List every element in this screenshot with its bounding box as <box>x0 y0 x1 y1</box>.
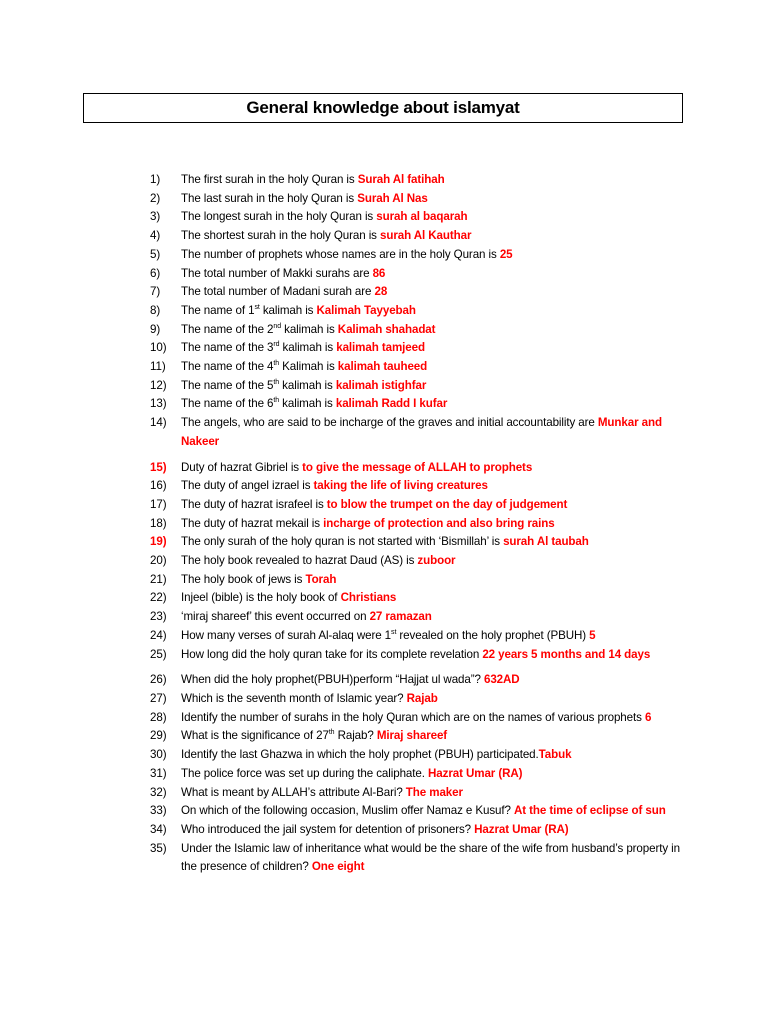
list-item <box>150 339 690 358</box>
ordinal-suffix: th <box>328 729 335 737</box>
answer-text: kalimah Radd I kufar <box>335 397 448 411</box>
list-item <box>150 414 690 451</box>
answer-text: 6 <box>644 710 652 724</box>
item-number: 3) <box>150 210 161 224</box>
answer-text: At the time of eclipse of sun <box>513 804 666 818</box>
item-number: 1) <box>150 173 161 186</box>
list-item <box>150 377 690 396</box>
list-item <box>150 840 690 877</box>
item-number: 15) <box>150 460 167 474</box>
item-number: 21) <box>150 572 167 586</box>
question-text: The name of the 5 <box>181 378 274 392</box>
question-text: Under the Islamic law of inheritance what would be the share of the wife from husband’s property in the presence of children? <box>181 841 680 874</box>
item-number: 26) <box>150 673 167 687</box>
question-text: The holy book of jews is <box>181 572 306 586</box>
item-text <box>181 746 690 765</box>
question-text: ‘miraj shareef’ this event occurred on <box>181 610 370 624</box>
question-text: The name of the 2 <box>181 322 274 336</box>
ordinal-suffix: nd <box>273 322 281 330</box>
answer-text: Surah Al fatihah <box>357 173 445 186</box>
question-text: The longest surah in the holy Quran is <box>181 210 377 224</box>
answer-text: 22 years 5 months and 14 days <box>482 647 651 661</box>
question-text: How many verses of surah Al-alaq were 1 <box>181 628 392 642</box>
item-text <box>181 358 690 377</box>
question-text: Rajab? <box>334 729 377 743</box>
answer-text: 5 <box>589 628 596 642</box>
item-text <box>181 690 690 709</box>
question-text: Kalimah is <box>279 360 338 374</box>
list-item <box>150 459 690 478</box>
question-text: The only surah of the holy quran is not started with ‘Bismillah’ is <box>181 535 504 549</box>
item-text <box>181 646 690 665</box>
item-text <box>181 533 690 552</box>
question-text: The name of the 6 <box>181 397 274 411</box>
answer-text: Surah Al Nas <box>357 191 428 205</box>
item-text <box>181 802 690 821</box>
list-item <box>150 496 690 515</box>
list-item <box>150 246 690 265</box>
list-item <box>150 765 690 784</box>
answer-text: surah Al taubah <box>503 535 589 549</box>
item-number: 32) <box>150 785 167 799</box>
item-number: 22) <box>150 591 167 605</box>
ordinal-suffix: th <box>273 397 280 405</box>
question-text: How long did the holy quran take for its complete revelation <box>181 647 483 661</box>
answer-text: 28 <box>374 285 388 299</box>
question-text: kalimah is <box>279 341 337 355</box>
item-text <box>181 339 690 358</box>
item-text <box>181 496 690 515</box>
question-text: revealed on the holy prophet (PBUH) <box>396 628 590 642</box>
item-number: 16) <box>150 479 167 493</box>
item-number: 13) <box>150 397 167 411</box>
item-text <box>181 709 690 728</box>
item-text <box>181 414 690 451</box>
question-list <box>150 171 690 877</box>
question-text: What is the significance of 27 <box>181 729 329 743</box>
list-item <box>150 690 690 709</box>
item-text <box>181 171 690 190</box>
list-item <box>150 227 690 246</box>
question-text: Identify the number of surahs in the holy Quran which are on the names of various prophets <box>181 710 645 724</box>
ordinal-suffix: st <box>254 304 260 312</box>
list-item <box>150 515 690 534</box>
item-text <box>181 459 690 478</box>
item-text <box>181 208 690 227</box>
question-text: The number of prophets whose names are in the holy Quran is <box>181 247 500 261</box>
item-number: 34) <box>150 822 167 836</box>
question-text: When did the holy prophet(PBUH)perform “Hajjat ul wada”? <box>181 673 484 687</box>
list-item <box>150 784 690 803</box>
answer-text: to give the message of ALLAH to prophets <box>302 460 533 474</box>
question-text: The duty of angel izrael is <box>181 479 314 493</box>
answer-text: 27 ramazan <box>369 610 432 624</box>
list-item <box>150 608 690 627</box>
item-text <box>181 784 690 803</box>
item-number: 7) <box>150 285 161 299</box>
answer-text: Kalimah Tayyebah <box>316 303 416 317</box>
answer-text: Rajab <box>406 691 438 705</box>
list-item <box>150 821 690 840</box>
question-text: The holy book revealed to hazrat Daud (AS) is <box>181 554 418 568</box>
item-text <box>181 190 690 209</box>
question-text: The name of 1 <box>181 303 255 317</box>
ordinal-suffix: th <box>273 378 280 386</box>
question-text: What is meant by ALLAH’s attribute Al-Bari? <box>181 785 406 799</box>
item-number: 24) <box>150 628 167 642</box>
answer-text: Munkar and Nakeer <box>181 416 662 448</box>
list-item <box>150 302 690 321</box>
question-text: Who introduced the jail system for detention of prisoners? <box>181 822 475 836</box>
item-number: 12) <box>150 378 167 392</box>
list-item <box>150 283 690 302</box>
item-text <box>181 821 690 840</box>
item-text <box>181 671 690 690</box>
question-text: The name of the 4 <box>181 360 274 374</box>
question-text: kalimah is <box>281 322 338 336</box>
item-text <box>181 589 690 608</box>
question-text: On which of the following occasion, Muslim offer Namaz e Kusuf? <box>181 804 514 818</box>
list-item <box>150 208 690 227</box>
list-item <box>150 646 690 665</box>
question-text: The last surah in the holy Quran is <box>181 191 358 205</box>
item-number: 30) <box>150 748 167 762</box>
list-item <box>150 358 690 377</box>
item-text <box>181 377 690 396</box>
document-title: General knowledge about islamyat <box>83 93 683 123</box>
item-text <box>181 608 690 627</box>
item-number: 4) <box>150 229 161 243</box>
item-text <box>181 265 690 284</box>
item-text <box>181 395 690 414</box>
item-text <box>181 227 690 246</box>
list-item <box>150 533 690 552</box>
answer-text: Christians <box>340 591 397 605</box>
answer-text: One eight <box>311 860 365 874</box>
item-text <box>181 302 690 321</box>
answer-text: Torah <box>305 572 337 586</box>
question-text: The name of the 3 <box>181 341 274 355</box>
ordinal-suffix: th <box>273 360 280 368</box>
item-number: 20) <box>150 554 167 568</box>
item-number: 33) <box>150 804 167 818</box>
answer-text: to blow the trumpet on the day of judgement <box>326 497 568 511</box>
question-text: The shortest surah in the holy Quran is <box>181 229 380 243</box>
answer-text: 632AD <box>483 673 520 687</box>
answer-text: incharge of protection and also bring rains <box>323 516 555 530</box>
item-number: 2) <box>150 191 161 205</box>
question-text: Identify the last Ghazwa in which the holy prophet (PBUH) participated. <box>181 748 539 762</box>
list-item <box>150 571 690 590</box>
item-text <box>181 246 690 265</box>
list-item <box>150 171 690 190</box>
list-item <box>150 746 690 765</box>
item-number: 29) <box>150 729 167 743</box>
list-item <box>150 265 690 284</box>
item-number: 14) <box>150 416 167 430</box>
ordinal-suffix: st <box>391 629 397 637</box>
list-item <box>150 589 690 608</box>
item-number: 28) <box>150 710 167 724</box>
list-item <box>150 627 690 646</box>
item-number: 17) <box>150 497 167 511</box>
answer-text: Hazrat Umar (RA) <box>428 766 523 780</box>
list-item <box>150 671 690 690</box>
item-number: 35) <box>150 841 167 855</box>
question-text: The police force was set up during the caliphate. <box>181 766 428 780</box>
question-text: kalimah is <box>279 378 336 392</box>
answer-text: surah Al Kauthar <box>380 229 472 243</box>
answer-text: zuboor <box>417 554 456 568</box>
list-item <box>150 727 690 746</box>
list-item <box>150 477 690 496</box>
question-text: Duty of hazrat Gibriel is <box>181 460 303 474</box>
answer-text: Tabuk <box>538 748 572 762</box>
question-text: The angels, who are said to be incharge of the graves and initial accountability are <box>181 416 598 430</box>
item-number: 18) <box>150 516 167 530</box>
list-item <box>150 321 690 340</box>
question-text: The total number of Makki surahs are <box>181 266 373 280</box>
answer-text: surah al baqarah <box>376 210 468 224</box>
question-text: The first surah in the holy Quran is <box>181 173 358 186</box>
answer-text: Hazrat Umar (RA) <box>474 822 569 836</box>
item-text <box>181 321 690 340</box>
item-number: 8) <box>150 303 161 317</box>
item-text <box>181 765 690 784</box>
list-item <box>150 395 690 414</box>
answer-text: 86 <box>372 266 386 280</box>
item-number: 9) <box>150 322 161 336</box>
item-text <box>181 571 690 590</box>
item-number: 19) <box>150 535 167 549</box>
item-number: 10) <box>150 341 167 355</box>
list-item <box>150 552 690 571</box>
item-text <box>181 283 690 302</box>
item-text <box>181 727 690 746</box>
item-text <box>181 552 690 571</box>
answer-text: taking the life of living creatures <box>313 479 488 493</box>
answer-text: kalimah tamjeed <box>336 341 425 355</box>
answer-text: The maker <box>405 785 463 799</box>
answer-text: kalimah tauheed <box>337 360 428 374</box>
ordinal-suffix: rd <box>273 341 280 349</box>
item-text <box>181 840 690 877</box>
item-number: 27) <box>150 691 167 705</box>
question-text: kalimah is <box>259 303 317 317</box>
item-number: 11) <box>150 360 166 374</box>
answer-text: 25 <box>499 247 513 261</box>
question-text: Injeel (bible) is the holy book of <box>181 591 341 605</box>
question-text: Which is the seventh month of Islamic year? <box>181 691 407 705</box>
item-text <box>181 477 690 496</box>
answer-text: Kalimah shahadat <box>337 322 436 336</box>
question-text: The total number of Madani surah are <box>181 285 375 299</box>
item-number: 25) <box>150 647 167 661</box>
question-text: The duty of hazrat israfeel is <box>181 497 327 511</box>
item-number: 31) <box>150 766 167 780</box>
item-number: 6) <box>150 266 161 280</box>
item-number: 5) <box>150 247 161 261</box>
answer-text: Miraj shareef <box>376 729 448 743</box>
question-text: The duty of hazrat mekail is <box>181 516 324 530</box>
list-item <box>150 802 690 821</box>
list-item <box>150 709 690 728</box>
item-text <box>181 627 690 646</box>
list-item <box>150 190 690 209</box>
item-text <box>181 515 690 534</box>
answer-text: kalimah istighfar <box>335 378 427 392</box>
item-number: 23) <box>150 610 167 624</box>
question-text: kalimah is <box>279 397 336 411</box>
